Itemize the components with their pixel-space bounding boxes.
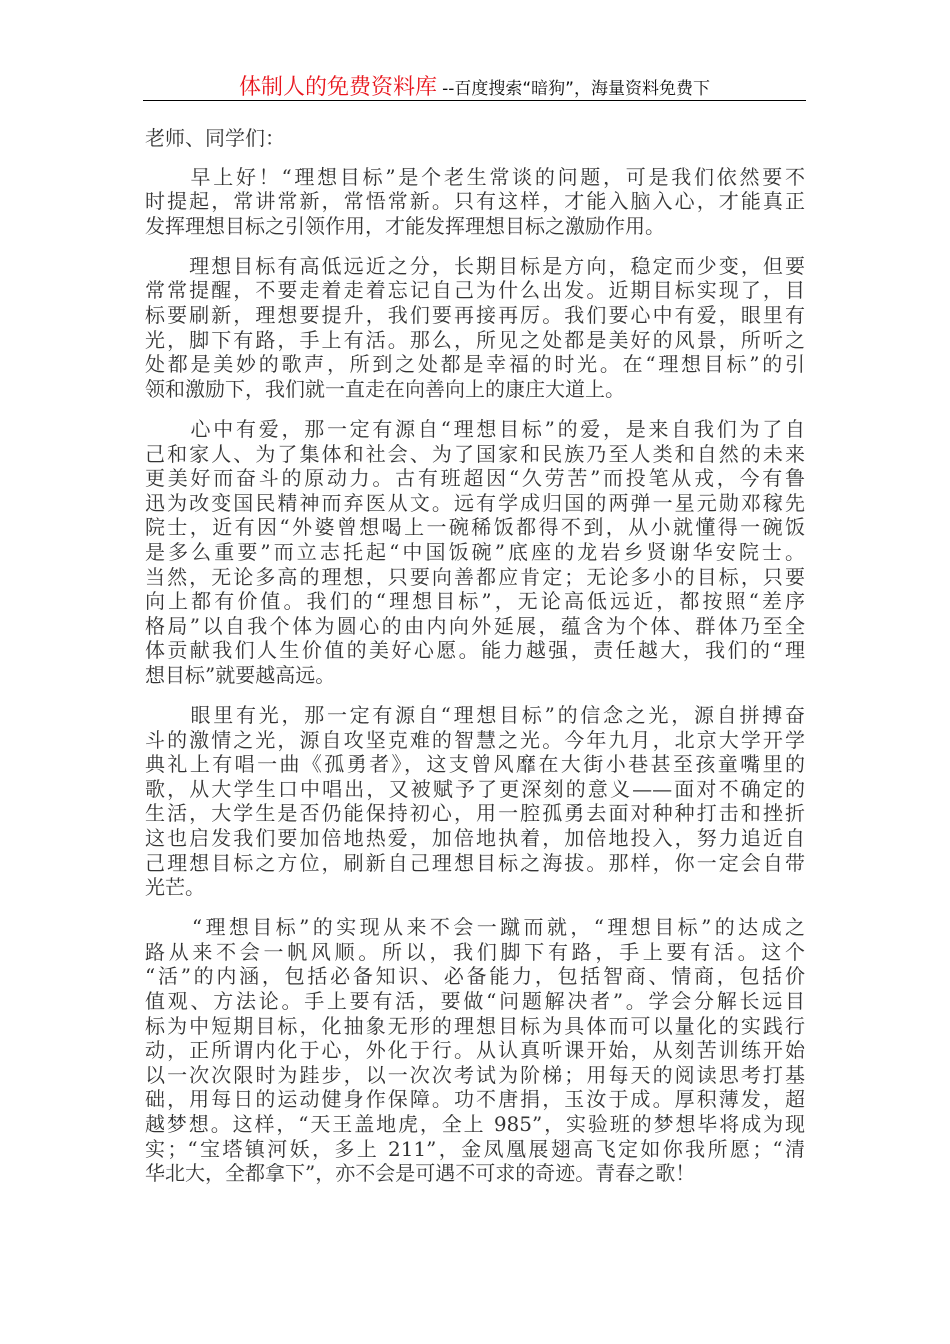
text-line: 实；“宝塔镇河妖，多上 211”，金凤凰展翅高飞定如你我所愿；“清	[145, 1136, 805, 1161]
text-line: 础，用每日的运动健身作保障。功不唐捐，玉汝于成。厚积薄发，超	[145, 1087, 805, 1112]
text-line: 时提起，常讲常新，常悟常新。只有这样，才能入脑入心，才能真正	[145, 189, 805, 214]
text-line: 体贡献我们人生价值的美好心愿。能力越强，责任越大，我们的“理	[145, 638, 805, 663]
text-line: 以一次次限时为跬步，以一次次考试为阶梯；用每天的阅读思考打基	[145, 1062, 805, 1087]
text-line: 生活，大学生是否仍能保持初心，用一腔孤勇去面对种种打击和挫折	[145, 801, 805, 826]
text-line: 领和激励下，我们就一直走在向善向上的康庄大道上。	[145, 376, 625, 401]
text-line: 路从来不会一帆风顺。所以，我们脚下有路，手上要有活。这个	[145, 939, 805, 964]
document-body	[145, 126, 805, 1201]
text-line: 己理想目标之方位，刷新自己理想目标之海拔。那样，你一定会自带	[145, 850, 805, 875]
text-line: 处都是美妙的歌声，所到之处都是幸福的时光。在“理想目标”的引	[145, 352, 805, 377]
text-line: 更美好而奋斗的原动力。古有班超因“久劳苦”而投笔从戎，今有鲁	[145, 466, 805, 491]
paragraph	[145, 703, 805, 900]
paragraph	[145, 254, 805, 402]
text-line: 标为中短期目标，化抽象无形的理想目标为具体而可以量化的实践行	[145, 1013, 805, 1038]
paragraph	[145, 915, 805, 1186]
text-line: 早上好！“理想目标”是个老生常谈的问题，可是我们依然要不	[145, 164, 805, 189]
text-line: 院士，近有因“外婆曾想喝上一碗稀饭都得不到，从小就懂得一碗饭	[145, 515, 805, 540]
text-line: 己和家人、为了集体和社会、为了国家和民族乃至人类和自然的未来	[145, 441, 805, 466]
text-line: 值观、方法论。手上要有活，要做“问题解决者”。学会分解长远目	[145, 989, 805, 1013]
text-line: 光芒。	[145, 875, 205, 900]
text-line: 眼里有光，那一定有源自“理想目标”的信念之光，源自拼搏奋	[145, 702, 805, 727]
header-subtitle: --百度搜索“暗狗”，海量资料免费下	[442, 79, 710, 99]
text-line: 迅为改变国民精神而弃医从文。远有学成归国的两弹一星元勋邓稼先	[145, 490, 805, 515]
text-line: 标要刷新，理想要提升，我们要再接再厉。我们要心中有爱，眼里有	[145, 303, 805, 328]
text-line: 发挥理想目标之引领作用，才能发挥理想目标之激励作用。	[145, 213, 665, 238]
paragraphs	[145, 165, 805, 1186]
header-divider	[143, 100, 806, 101]
text-line: 是多么重要”而立志托起“中国饭碗”底座的龙岩乡贤谢华安院士。	[145, 539, 805, 564]
page-header	[143, 70, 806, 101]
text-line: 当然，无论多高的理想，只要向善都应肯定；无论多小的目标，只要	[145, 564, 805, 589]
text-line: 常常提醒，不要走着走着忘记自己为什么出发。近期目标实现了，目	[145, 278, 805, 303]
paragraph	[145, 165, 805, 239]
text-line: 斗的激情之光，源自攻坚克难的智慧之光。今年九月，北京大学开学	[145, 727, 805, 752]
text-line: 想目标”就要越高远。	[145, 662, 336, 687]
text-line: 这也启发我们要加倍地热爱，加倍地执着，加倍地投入，努力追近自	[145, 825, 805, 850]
text-line: 越梦想。这样，“天王盖地虎，全上 985”，实验班的梦想毕将成为现	[145, 1111, 805, 1136]
text-line: “理想目标”的实现从来不会一蹴而就，“理想目标”的达成之	[145, 915, 805, 940]
text-line: 华北大，全都拿下”，亦不会是可遇不可求的奇迹。青春之歌！	[145, 1161, 696, 1186]
text-line: 向上都有价值。我们的“理想目标”，无论高低远近，都按照“差序	[145, 589, 805, 614]
text-line: 心中有爱，那一定有源自“理想目标”的爱，是来自我们为了自	[145, 416, 805, 441]
header-brand: 体制人的免费资料库	[239, 75, 438, 100]
paragraph	[145, 417, 805, 688]
text-line: 格局”以自我个体为圆心的由内向外延展，蕴含为个体、群体乃至全	[145, 613, 805, 638]
text-line: 典礼上有唱一曲《孤勇者》，这支曾风靡在大街小巷甚至孩童嘴里的	[145, 752, 805, 777]
text-line: 理想目标有高低远近之分，长期目标是方向，稳定而少变，但要	[145, 253, 805, 278]
greeting: 老师、同学们：	[145, 126, 285, 150]
text-line: 歌，从大学生口中唱出，又被赋予了更深刻的意义——面对不确定的	[145, 776, 805, 801]
text-line: 光，脚下有路，手上有活。那么，所见之处都是美好的风景，所听之	[145, 327, 805, 352]
text-line: 动，正所谓内化于心，外化于行。从认真听课开始，从刻苦训练开始	[145, 1038, 805, 1063]
text-line: “活”的内涵，包括必备知识、必备能力，包括智商、情商，包括价	[145, 964, 805, 989]
